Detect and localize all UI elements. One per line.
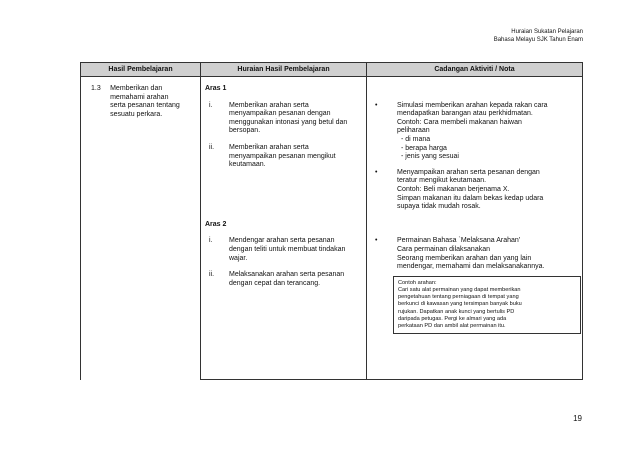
hasil-cell <box>81 77 201 380</box>
activity-line: Contoh: Beli makanan berjenama X. <box>397 185 510 193</box>
item-number: ii. <box>209 143 215 151</box>
column-header-huraian: Huraian Hasil Pembelajaran <box>201 63 367 77</box>
activity-subitem: - di mana <box>401 135 431 143</box>
activity-line: Contoh: Cara membeli makanan haiwan <box>397 118 522 126</box>
item-line: Mendengar arahan serta pesanan <box>229 237 335 245</box>
activity-line: mendapatkan barangan atau perkhidmatan. <box>397 110 533 118</box>
aras1-title-cell <box>201 77 367 102</box>
syllabus-table <box>80 62 583 380</box>
hasil-line: sesuatu perkara. <box>110 110 163 118</box>
box-line: pengetahuan tentang perniagaan di tempat yang <box>398 294 519 301</box>
aras1-aktiviti-cell <box>367 102 583 219</box>
activity-line: Simpan makanan itu dalam bekas kedap udara <box>397 194 544 202</box>
item-line: menyampaikan pesanan mengikut <box>229 152 336 160</box>
item-line: dengan cepat dan terancang. <box>229 279 321 287</box>
item-line: keutamaan. <box>229 161 266 169</box>
column-header-aktiviti: Cadangan Aktiviti / Nota <box>367 63 583 77</box>
header-line-2: Bahasa Melayu SJK Tahun Enam <box>493 37 583 43</box>
example-box <box>393 276 581 334</box>
huraian-item <box>205 102 362 136</box>
activity-line: supaya tidak mudah rosak. <box>397 203 481 211</box>
hasil-line: Memberikan dan <box>110 85 163 92</box>
aras1-title-empty <box>367 77 583 102</box>
page-number: 19 <box>573 414 582 423</box>
box-line: rujukan. Dapatkan anak kunci yang bertulis PD <box>398 308 515 315</box>
activity-item <box>371 169 578 212</box>
activity-item <box>371 102 578 162</box>
table-header-row <box>81 63 583 77</box>
aras2-title-empty <box>367 219 583 238</box>
item-line: wajar. <box>229 254 248 262</box>
hasil-line: serta pesanan tentang <box>110 102 180 110</box>
aras2-title: Aras 2 <box>205 220 227 228</box>
item-line: menyampaikan pesanan dengan <box>229 110 331 118</box>
aras2-aktiviti-cell <box>367 237 583 380</box>
box-line: daripada petugas. Pergi ke almari yang ada <box>398 315 507 322</box>
hasil-code: 1.3 <box>91 85 101 92</box>
activity-line: Simulasi memberikan arahan kepada rakan cara <box>397 101 548 109</box>
activity-line: Seorang memberikan arahan dan yang lain <box>397 254 532 262</box>
bullet-icon: • <box>375 237 378 245</box>
header-line-1: Huraian Sukatan Pelajaran <box>511 29 583 35</box>
bullet-icon: • <box>375 168 378 176</box>
item-line: bersopan. <box>229 127 261 135</box>
item-line: Melaksanakan arahan serta pesanan <box>229 271 345 279</box>
document-header <box>494 28 583 44</box>
box-line: Contoh arahan: <box>398 279 437 286</box>
activity-subitem: - berapa harga <box>401 144 447 152</box>
box-line: Cari satu alat permainan yang dapat memberikan <box>398 286 521 293</box>
activity-line: Cara permainan dilaksanakan <box>397 245 490 253</box>
hasil-text <box>110 85 196 119</box>
activity-line: mendengar, memahami dan melaksanakannya. <box>397 263 545 271</box>
item-line: Memberikan arahan serta <box>229 101 309 109</box>
column-header-hasil: Hasil Pembelajaran <box>81 63 201 77</box>
activity-line: Menyampaikan arahan serta pesanan dengan <box>397 168 540 176</box>
hasil-line: memahami arahan <box>110 93 169 101</box>
huraian-item <box>205 144 362 170</box>
item-number: ii. <box>209 271 215 279</box>
activity-subitem: - jenis yang sesuai <box>401 153 459 161</box>
item-line: Memberikan arahan serta <box>229 143 309 151</box>
activity-line: Permainan Bahasa `Melaksana Arahan' <box>397 237 521 245</box>
box-line: berkunci di kawasan yang tersimpan banyak buku <box>398 301 522 308</box>
box-line: perkataan PD dan ambil alat permainan itu. <box>398 322 506 329</box>
aras1-title: Aras 1 <box>205 85 227 92</box>
aras1-huraian-cell <box>201 102 367 219</box>
aras2-title-cell <box>201 219 367 238</box>
item-number: i. <box>209 101 213 109</box>
huraian-item <box>205 237 362 263</box>
activity-line: teratur mengikut keutamaan. <box>397 177 487 185</box>
table-row-aras1 <box>81 77 583 102</box>
huraian-item <box>205 271 362 288</box>
aras2-huraian-cell <box>201 237 367 380</box>
item-line: menggunakan intonasi yang betul dan <box>229 118 348 126</box>
item-line: dengan teliti untuk membuat tindakan <box>229 245 346 253</box>
bullet-icon: • <box>375 101 378 109</box>
activity-line: peliharaan <box>397 127 430 135</box>
item-number: i. <box>209 237 213 245</box>
activity-item <box>371 237 578 271</box>
